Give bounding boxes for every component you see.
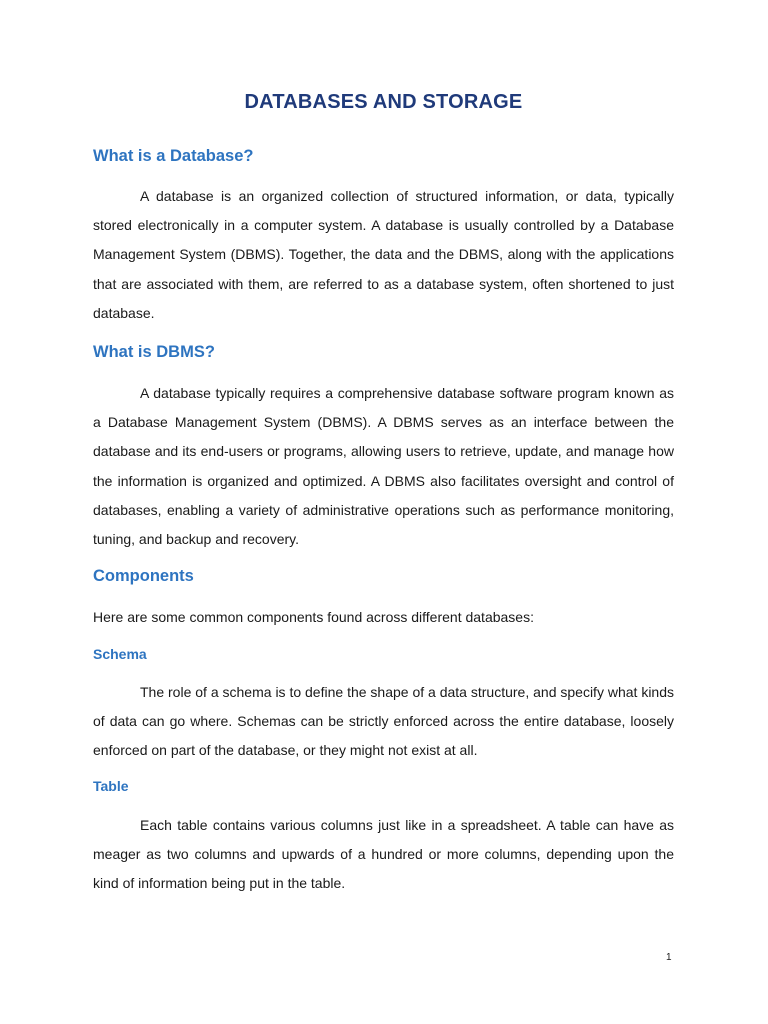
paragraph-what-is-database: A database is an organized collection of structured information, or data, typically stored electronically in a computer system. A database is usually controlled by a Database Management System (DBMS). Together, the data and the DBMS, along with the applications that are associated with them, are referred to as a database system, often shortened to just database.	[93, 188, 674, 321]
document-title: DATABASES AND STORAGE	[244, 91, 523, 113]
paragraph-schema: The role of a schema is to define the shape of a data structure, and specify what kinds of data can go where. Schemas can be strictly enforced across the entire database, loosely enforced on part of the database, or they might not exist at all.	[93, 684, 674, 759]
subheading-table: Table	[93, 778, 129, 794]
section-heading-what-is-dbms: What is DBMS?	[93, 343, 215, 361]
section-heading-what-is-database: What is a Database?	[93, 147, 254, 165]
paragraph-table: Each table contains various columns just like in a spreadsheet. A table can have as meager as two columns and upwards of a hundred or more columns, depending upon the kind of information being put in the table.	[93, 817, 674, 892]
section-heading-components: Components	[93, 567, 194, 585]
subheading-schema: Schema	[93, 646, 147, 662]
paragraph-what-is-dbms: A database typically requires a comprehensive database software program known as a Database Management System (DBMS). A DBMS serves as an interface between the database and its end-users or programs, allowing users to retrieve, update, and manage how the information is organized and optimized. A DBMS also facilitates oversight and control of databases, enabling a variety of administrative operations such as performance monitoring, tuning, and backup and recovery.	[93, 385, 674, 548]
paragraph-components-intro: Here are some common components found across different databases:	[93, 609, 534, 625]
page-number: 1	[666, 952, 672, 963]
